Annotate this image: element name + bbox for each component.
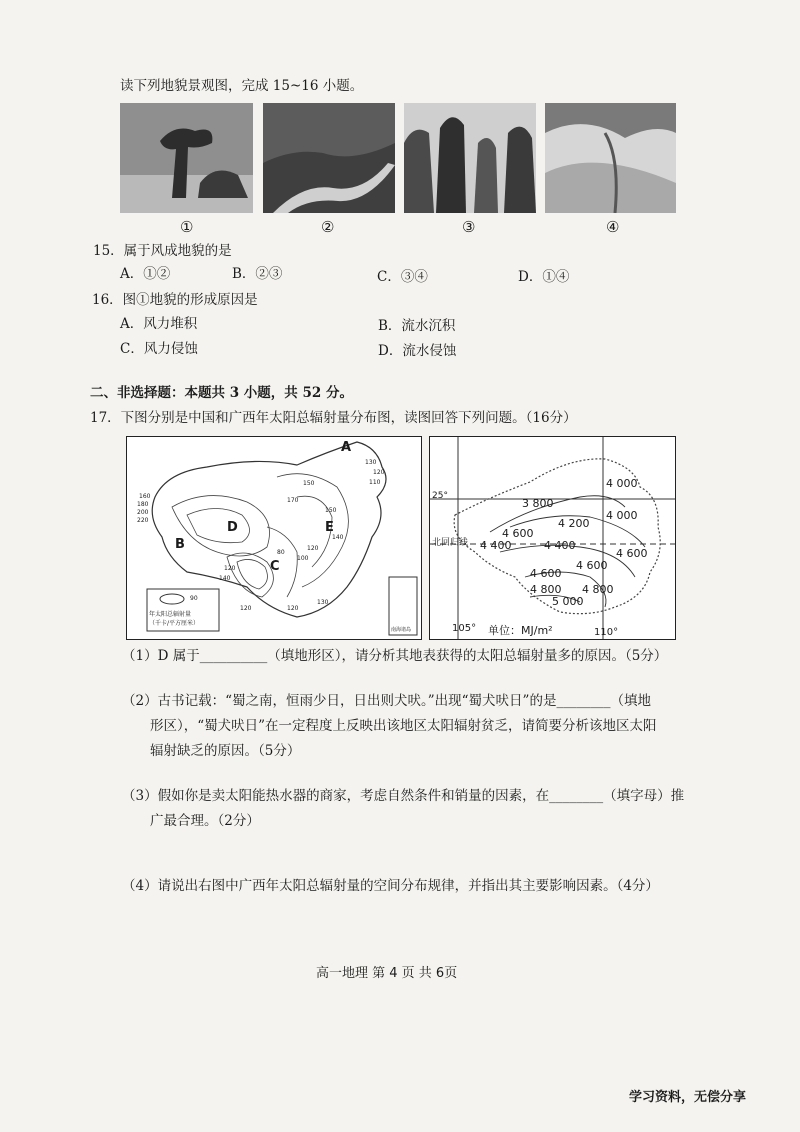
- q17-sub3-line1: （3）假如你是卖太阳能热水器的商家，考虑自然条件和销量的因素，在________（填字母）推: [122, 788, 685, 804]
- contour-value: 4 800: [530, 583, 562, 596]
- contour-value: 3 800: [522, 497, 554, 510]
- contour-value: 150: [325, 507, 337, 514]
- contour-value: 4 200: [558, 517, 590, 530]
- q17-sub2-line3: 辐射缺乏的原因。（5分）: [150, 743, 301, 759]
- contour-value: 4 600: [576, 559, 608, 572]
- q16-option-d: D．流水侵蚀: [378, 343, 457, 359]
- photo-label-4: ④: [606, 218, 620, 236]
- lon-label-105: 105°: [452, 623, 477, 634]
- q17-sub2-line1: （2）古书记载：“蜀之南，恒雨少日，日出则犬吠。”出现“蜀犬吠日”的是________（填地: [122, 693, 651, 709]
- legend-title: 年太阳总辐射量: [149, 611, 192, 618]
- contour-value: 4 600: [502, 527, 534, 540]
- contour-value: 4 600: [530, 567, 562, 580]
- inset-label: 南海诸岛: [391, 627, 412, 633]
- unit-label: 单位：MJ/m²: [488, 624, 553, 637]
- q17-stem: 17．下图分别是中国和广西年太阳总辐射量分布图，读图回答下列问题。（16分）: [90, 410, 577, 426]
- contour-value: 4 800: [582, 583, 614, 596]
- legend-unit: （千卡/平方厘米）: [149, 620, 200, 627]
- q17-sub3-line2: 广最合理。（2分）: [150, 813, 260, 829]
- lon-label-110: 110°: [594, 627, 619, 638]
- intro-text: 读下列地貌景观图，完成 15~16 小题。: [120, 78, 364, 94]
- contour-value: 120: [287, 605, 299, 612]
- contour-line: [237, 559, 267, 589]
- contour-value: 170: [287, 497, 299, 504]
- photo-2-graphic: [263, 103, 395, 213]
- q16-option-c: C．风力侵蚀: [120, 341, 198, 357]
- contour-value: 180: [137, 501, 149, 508]
- photo-1-graphic: [120, 103, 253, 213]
- contour-line: [187, 509, 250, 543]
- tropic-label: 北回归线: [432, 538, 469, 548]
- contour-value: 160: [139, 493, 151, 500]
- photo-4-sand-dunes: [545, 103, 676, 213]
- guangxi-solar-radiation-map: [429, 436, 676, 640]
- contour-value: 100: [297, 555, 309, 562]
- q15-option-b: B．②③: [232, 266, 283, 282]
- region-label-c: C: [270, 559, 280, 574]
- contour-value: 130: [317, 599, 329, 606]
- photo-3-graphic: [404, 103, 536, 213]
- contour-value: 140: [332, 534, 344, 541]
- region-label-a: A: [341, 440, 352, 455]
- photo-3-stone-pillars: [404, 103, 536, 213]
- photo-4-graphic: [545, 103, 676, 213]
- contour-value: 120: [307, 545, 319, 552]
- q16-stem: 16．图①地貌的形成原因是: [92, 292, 258, 308]
- photo-2-gorge: [263, 103, 395, 213]
- contour-value: 140: [219, 575, 231, 582]
- q15-stem: 15．属于风成地貌的是: [93, 243, 232, 259]
- contour-value: 120: [240, 605, 252, 612]
- q16-option-b: B．流水沉积: [378, 318, 456, 334]
- section-2-heading: 二、非选择题：本题共 3 小题，共 52 分。: [90, 385, 353, 401]
- contour-value: 4 000: [606, 477, 638, 490]
- photo-label-2: ②: [321, 218, 335, 236]
- legend-value: 90: [190, 595, 198, 602]
- lat-label-25: 25°: [432, 491, 448, 501]
- q15-option-a: A．①②: [120, 266, 171, 282]
- q17-sub2-line2: 形区），“蜀犬吠日”在一定程度上反映出该地区太阳辐射贫乏，请简要分析该地区太阳: [150, 718, 657, 734]
- q15-option-d: D．①④: [518, 269, 570, 285]
- page-footer: 高一地理 第 4 页 共 6页: [316, 966, 458, 981]
- photo-1-rock-mushroom: [120, 103, 253, 213]
- region-label-e: E: [325, 520, 334, 535]
- q16-option-a: A．风力堆积: [120, 316, 198, 332]
- region-label-d: D: [227, 520, 238, 535]
- contour-value: 150: [303, 480, 315, 487]
- contour-value: 80: [277, 549, 285, 556]
- contour-value: 5 000: [552, 595, 584, 608]
- region-label-b: B: [175, 537, 185, 552]
- q17-sub4: （4）请说出右图中广西年太阳总辐射量的空间分布规律，并指出其主要影响因素。（4分）: [122, 878, 659, 894]
- contour-line: [172, 496, 270, 556]
- photo-label-1: ①: [180, 218, 194, 236]
- photo-label-3: ③: [462, 218, 476, 236]
- contour-value: 120: [373, 469, 385, 476]
- q15-option-c: C．③④: [377, 269, 428, 285]
- contour-value: 120: [224, 565, 236, 572]
- contour-value: 4 400: [480, 539, 512, 552]
- contour-value: 220: [137, 517, 149, 524]
- contour-value: 200: [137, 509, 149, 516]
- q17-sub1: （1）D 属于__________（填地形区），请分析其地表获得的太阳总辐射量多的原因。（5分）: [122, 648, 668, 664]
- contour-line: [277, 474, 348, 587]
- watermark-text: 学习资料，无偿分享: [629, 1090, 747, 1105]
- contour-value: 130: [365, 459, 377, 466]
- contour-value: 4 400: [544, 539, 576, 552]
- contour-value: 4 600: [616, 547, 648, 560]
- contour-value: 4 000: [606, 509, 638, 522]
- china-solar-radiation-map: [126, 436, 422, 640]
- contour-value: 110: [369, 479, 381, 486]
